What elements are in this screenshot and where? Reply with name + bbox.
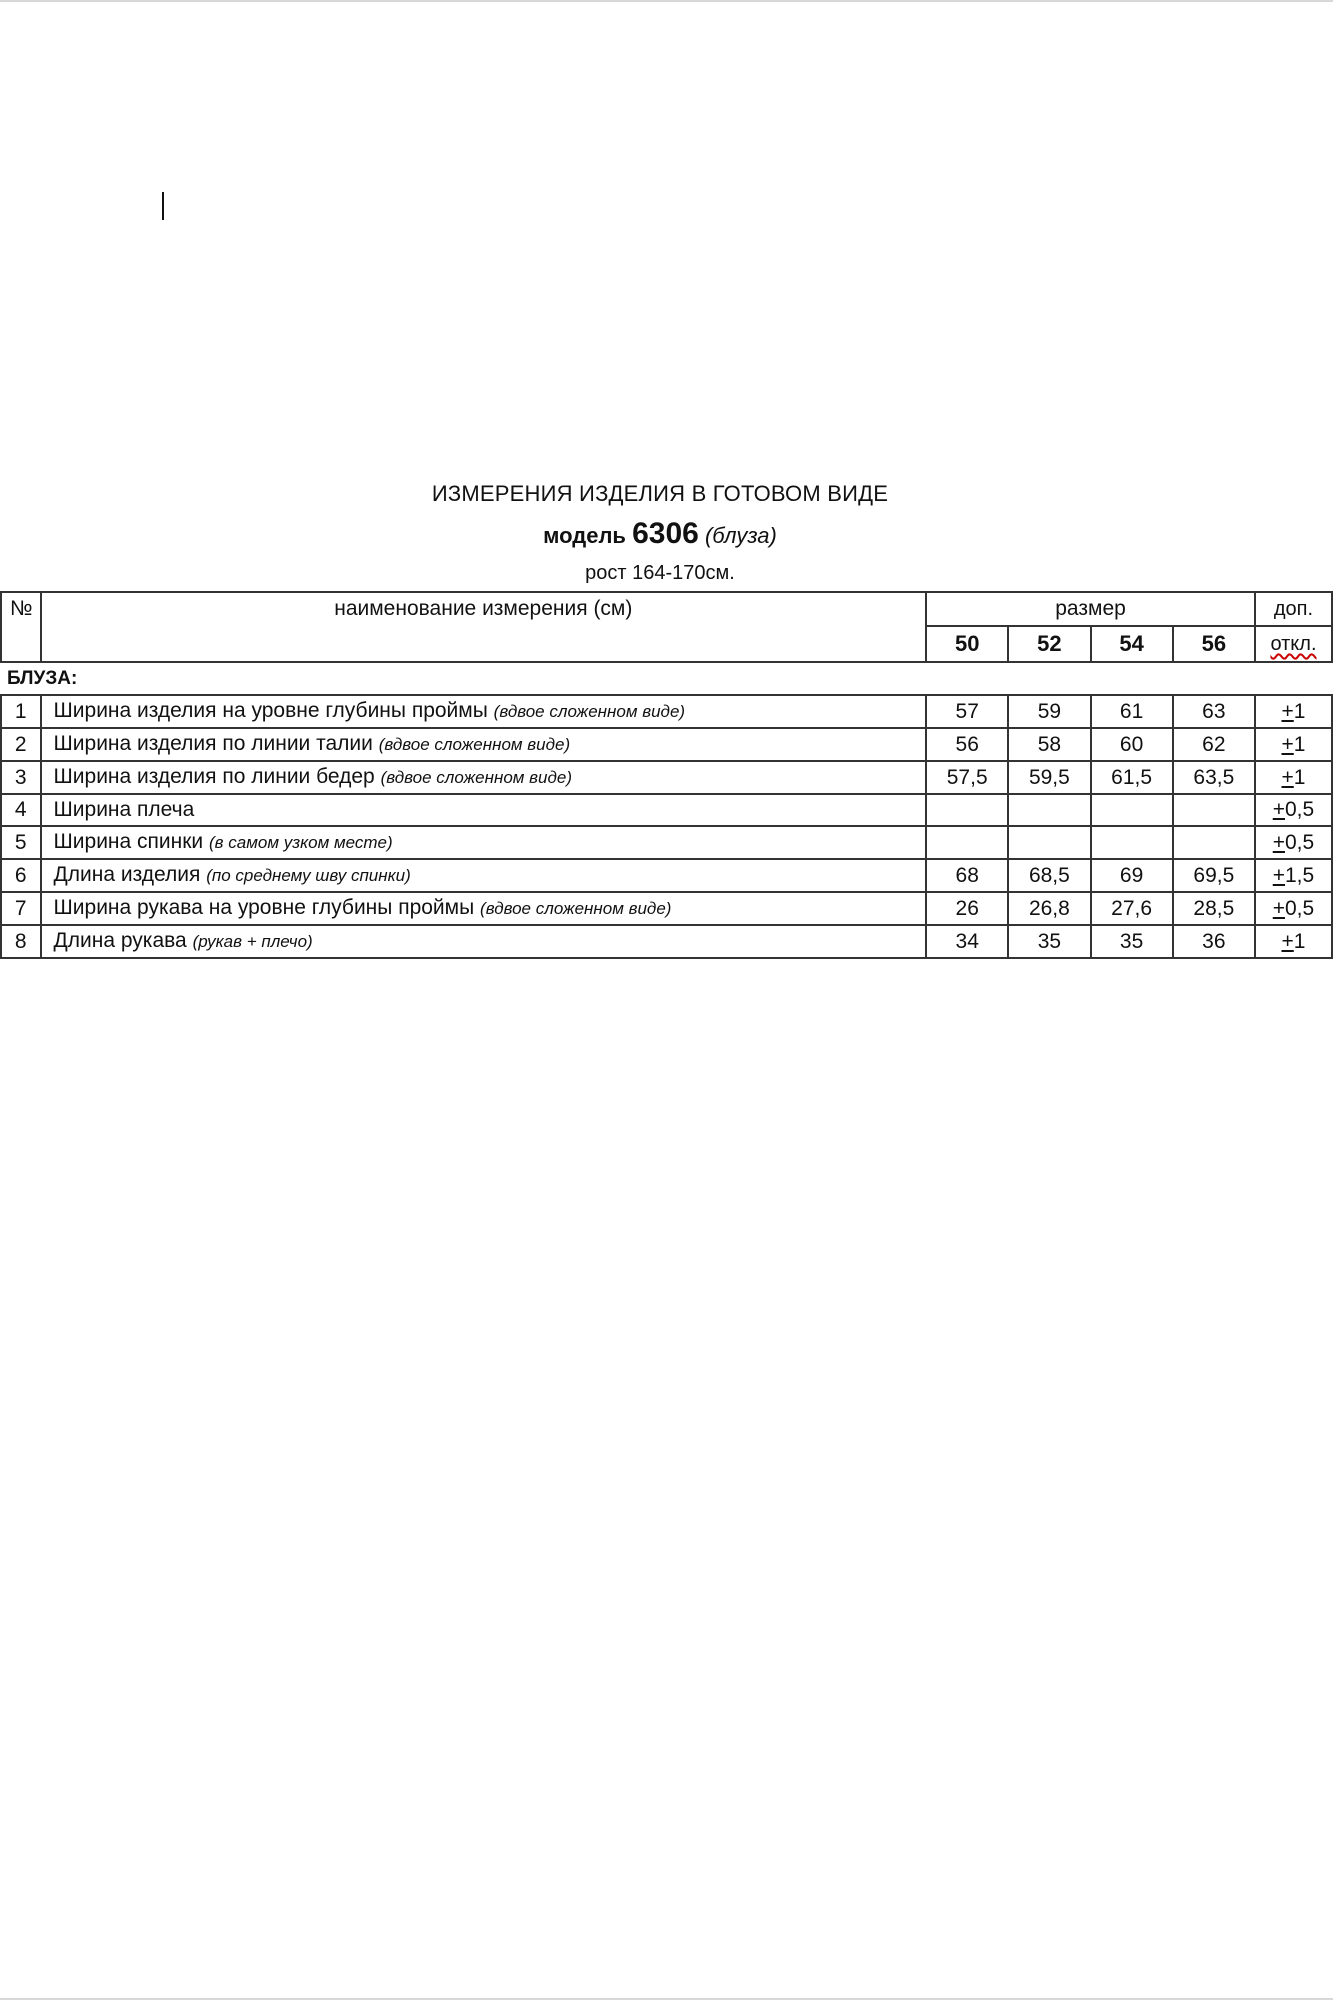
size-value: 28,5 (1173, 892, 1255, 925)
row-number: 5 (1, 826, 41, 859)
row-number: 1 (1, 695, 41, 728)
tolerance-cell (1255, 728, 1332, 761)
table-row (1, 728, 1332, 761)
size-value: 61,5 (1091, 761, 1173, 794)
measurement-name-cell (41, 695, 927, 728)
size-value (1091, 794, 1173, 826)
tolerance-sign: + (1272, 863, 1285, 887)
tolerance-cell (1255, 925, 1332, 958)
size-value: 59,5 (1008, 761, 1090, 794)
measurement-name-cell (41, 892, 927, 925)
tolerance-header-bottom (1255, 626, 1332, 662)
measurement-name: Ширина рукава на уровне глубины проймы (53, 896, 475, 919)
tolerance-sign: + (1281, 732, 1294, 756)
tolerance-sign: + (1281, 699, 1294, 723)
size-header: 52 (1008, 626, 1090, 662)
tolerance-sign: + (1281, 765, 1294, 789)
size-value: 26,8 (1008, 892, 1090, 925)
size-value (1173, 826, 1255, 859)
measurement-table (0, 591, 1333, 959)
measurement-name: Ширина изделия по линии бедер (53, 765, 375, 788)
table-row (1, 892, 1332, 925)
size-value: 35 (1091, 925, 1173, 958)
size-value: 63,5 (1173, 761, 1255, 794)
size-value (1008, 826, 1090, 859)
tolerance-value: 1,5 (1285, 863, 1315, 887)
name-column-header: наименование измерения (см) (41, 592, 927, 662)
size-value (1091, 826, 1173, 859)
tolerance-cell (1255, 892, 1332, 925)
model-type: (блуза) (704, 523, 777, 548)
measurement-name-cell (41, 728, 927, 761)
size-value (926, 794, 1008, 826)
tolerance-cell (1255, 859, 1332, 892)
table-row (1, 826, 1332, 859)
measurement-name-cell (41, 925, 927, 958)
size-value: 68,5 (1008, 859, 1090, 892)
size-value (926, 826, 1008, 859)
size-value: 62 (1173, 728, 1255, 761)
tolerance-cell (1255, 761, 1332, 794)
size-value: 60 (1091, 728, 1173, 761)
size-value: 68 (926, 859, 1008, 892)
table-row (1, 695, 1332, 728)
size-value: 56 (926, 728, 1008, 761)
height-range: рост 164-170см. (585, 562, 735, 584)
section-label: БЛУЗА: (1, 662, 1332, 695)
size-value: 36 (1173, 925, 1255, 958)
tolerance-cell (1255, 794, 1332, 826)
measurement-name: Длина изделия (53, 863, 201, 886)
tolerance-value: 0,5 (1285, 798, 1315, 821)
measurement-name: Длина рукава (53, 929, 187, 952)
size-value: 69 (1091, 859, 1173, 892)
size-value: 27,6 (1091, 892, 1173, 925)
tolerance-header-label: откл. (1270, 633, 1317, 655)
size-header: 54 (1091, 626, 1173, 662)
size-value: 69,5 (1173, 859, 1255, 892)
tolerance-value: 0,5 (1285, 830, 1315, 854)
row-number: 4 (1, 794, 41, 826)
heading-block (0, 478, 1320, 588)
tolerance-value: 0,5 (1285, 896, 1315, 920)
measurement-name: Ширина изделия по линии талии (53, 732, 373, 755)
table-body (1, 662, 1332, 958)
measurement-note: (вдвое сложенном виде) (378, 735, 571, 754)
size-header: 50 (926, 626, 1008, 662)
measurement-name-cell (41, 859, 927, 892)
size-value: 57 (926, 695, 1008, 728)
size-value: 57,5 (926, 761, 1008, 794)
measurement-name-cell (41, 761, 927, 794)
table-row (1, 794, 1332, 826)
size-value: 63 (1173, 695, 1255, 728)
number-column-header: № (1, 592, 41, 662)
size-value: 26 (926, 892, 1008, 925)
tolerance-sign: + (1272, 798, 1285, 821)
tolerance-value: 1 (1293, 929, 1306, 953)
measurement-name: Ширина изделия на уровне глубины проймы (53, 699, 488, 722)
row-number: 3 (1, 761, 41, 794)
measurement-note: (в самом узком месте) (209, 833, 393, 852)
measurement-note: (рукав + плечо) (192, 932, 313, 951)
measurement-name-cell (41, 826, 927, 859)
tolerance-value: 1 (1293, 732, 1306, 756)
size-group-header: размер (926, 592, 1255, 626)
size-value (1008, 794, 1090, 826)
measurement-note: (вдвое сложенном виде) (493, 702, 686, 721)
size-value (1173, 794, 1255, 826)
section-row (1, 662, 1332, 695)
size-value: 59 (1008, 695, 1090, 728)
tolerance-header-top: доп. (1255, 592, 1332, 626)
measurement-name: Ширина спинки (53, 830, 204, 853)
model-number: 6306 (632, 517, 699, 550)
row-number: 7 (1, 892, 41, 925)
text-cursor (162, 192, 164, 220)
row-number: 6 (1, 859, 41, 892)
tolerance-cell (1255, 826, 1332, 859)
table-header (1, 592, 1332, 662)
tolerance-sign: + (1281, 929, 1294, 953)
tolerance-sign: + (1272, 830, 1285, 854)
size-header: 56 (1173, 626, 1255, 662)
measurement-note: (вдвое сложенном виде) (480, 899, 672, 918)
measurement-note: (по среднему шву спинки) (206, 866, 411, 885)
table-row (1, 925, 1332, 958)
row-number: 2 (1, 728, 41, 761)
model-line (0, 514, 1320, 556)
size-value: 58 (1008, 728, 1090, 761)
size-value: 61 (1091, 695, 1173, 728)
size-value: 35 (1008, 925, 1090, 958)
table-row (1, 859, 1332, 892)
measurement-note: (вдвое сложенном виде) (380, 768, 572, 787)
measurement-name: Ширина плеча (53, 798, 195, 821)
row-number: 8 (1, 925, 41, 958)
model-label: модель (543, 523, 626, 548)
tolerance-sign: + (1272, 896, 1285, 920)
tolerance-value: 1 (1293, 699, 1306, 723)
tolerance-cell (1255, 695, 1332, 728)
size-value: 34 (926, 925, 1008, 958)
document-title: ИЗМЕРЕНИЯ ИЗДЕЛИЯ В ГОТОВОМ ВИДЕ (431, 481, 889, 506)
measurement-name-cell (41, 794, 927, 826)
tolerance-value: 1 (1293, 765, 1306, 789)
table-row (1, 761, 1332, 794)
